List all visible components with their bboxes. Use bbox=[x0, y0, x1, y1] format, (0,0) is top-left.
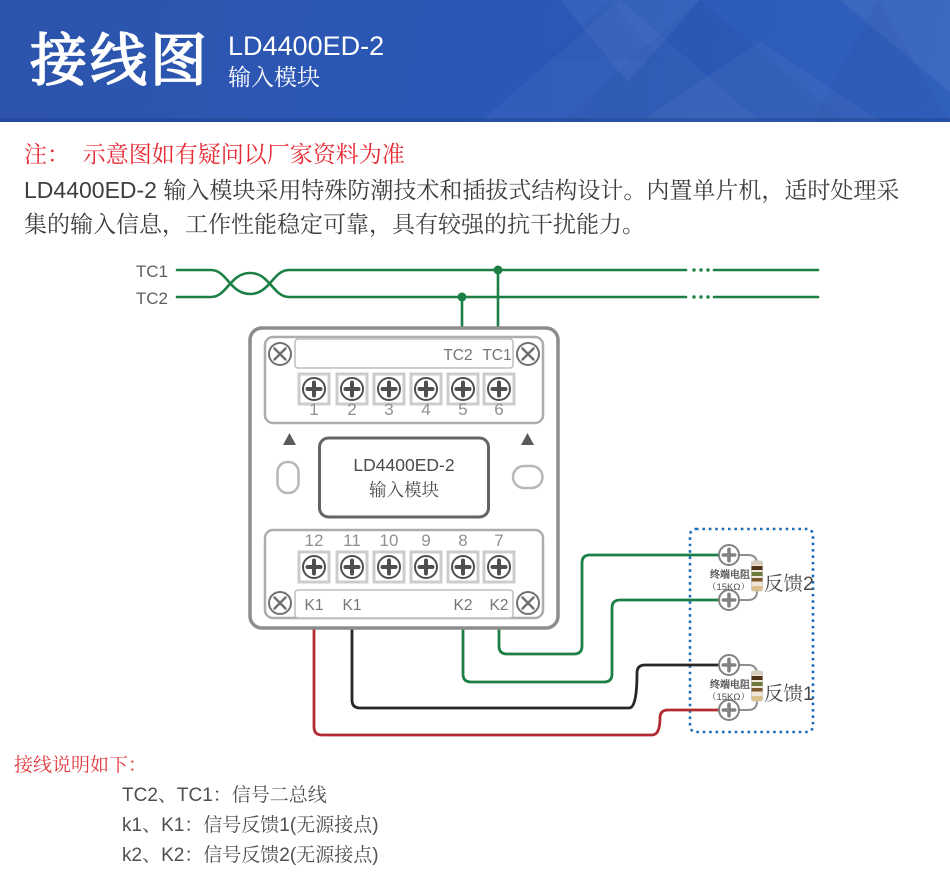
feedback2-resistor-icon bbox=[752, 561, 763, 591]
wiring-diagram bbox=[0, 248, 950, 750]
module-type: 输入模块 bbox=[228, 63, 320, 90]
banner-bottom-edge bbox=[0, 118, 950, 122]
corner-screw-icon bbox=[517, 592, 539, 614]
legend-title: 接线说明如下： bbox=[14, 755, 148, 776]
strip-label-k1a: K1 bbox=[304, 597, 324, 614]
header-subtitle bbox=[228, 30, 384, 91]
description-line-2: 集的输入信息，工作性能稳定可靠，具有较强的抗干扰能力。 bbox=[24, 211, 645, 237]
svg-text:11: 11 bbox=[343, 531, 361, 550]
bus-label-tc1: TC1 bbox=[135, 262, 168, 281]
module-slot-left bbox=[278, 462, 299, 493]
feedback2-name: 反馈2 bbox=[764, 573, 814, 595]
legend-items bbox=[122, 781, 379, 871]
wire-k1-terminal11 bbox=[352, 620, 719, 708]
wire-k1-terminal12 bbox=[314, 620, 719, 735]
feedback1-component bbox=[707, 655, 814, 720]
legend-item-k2: k2、K2：信号反馈2(无源接点) bbox=[122, 845, 379, 866]
header-banner bbox=[0, 0, 950, 122]
svg-text:3: 3 bbox=[384, 400, 394, 419]
feedback1-name: 反馈1 bbox=[764, 683, 814, 705]
feedback2-component bbox=[707, 545, 814, 610]
feedback1-screw-bottom-icon bbox=[719, 700, 739, 720]
feedback2-resistor-label1: 终端电阻 bbox=[710, 570, 750, 581]
module-name-line1: LD4400ED-2 bbox=[353, 455, 455, 475]
terminal-screw-12 bbox=[299, 552, 329, 582]
bus-junction-tc1 bbox=[494, 266, 503, 275]
svg-text:12: 12 bbox=[304, 531, 324, 550]
bus-continuation-dots bbox=[692, 268, 709, 298]
terminal-screw-7 bbox=[484, 552, 514, 582]
svg-text:8: 8 bbox=[458, 531, 468, 550]
feedback2-screw-bottom-icon bbox=[719, 590, 739, 610]
strip-label-k2a: K2 bbox=[453, 597, 473, 614]
module-top-strip bbox=[295, 339, 513, 368]
terminal-screw-9 bbox=[411, 552, 441, 582]
legend-item-bus: TC2、TC1：信号二总线 bbox=[122, 785, 327, 806]
product-description bbox=[24, 173, 934, 241]
module-slot-right bbox=[513, 466, 543, 488]
feedback2-screw-top-icon bbox=[719, 545, 739, 565]
input-module bbox=[250, 328, 558, 628]
strip-label-tc1: TC1 bbox=[482, 347, 512, 364]
strip-label-tc2: TC2 bbox=[443, 347, 473, 364]
corner-screw-icon bbox=[517, 343, 539, 365]
feedback1-resistor-label2: （15KΩ） bbox=[706, 692, 750, 703]
terminal-screw-8 bbox=[448, 552, 478, 582]
terminal-screw-10 bbox=[374, 552, 404, 582]
feedback2-resistor-label2: （15KΩ） bbox=[706, 582, 750, 593]
svg-text:2: 2 bbox=[347, 400, 357, 419]
svg-text:4: 4 bbox=[421, 400, 431, 419]
feedback1-resistor-label1: 终端电阻 bbox=[710, 680, 750, 691]
disclaimer-note: 注： 示意图如有疑问以厂家资料为准 bbox=[24, 141, 405, 167]
feedback1-resistor-icon bbox=[752, 671, 763, 701]
page-title: 接线图 bbox=[30, 28, 210, 93]
module-bottom-strip bbox=[295, 590, 513, 618]
model-number: LD4400ED-2 bbox=[228, 31, 385, 62]
svg-text:7: 7 bbox=[494, 531, 504, 550]
description-line-1: LD4400ED-2 输入模块采用特殊防潮技术和插拔式结构设计。内置单片机，适时处理采 bbox=[24, 177, 900, 203]
bus-label-tc2: TC2 bbox=[135, 289, 168, 308]
strip-label-k1b: K1 bbox=[342, 597, 362, 614]
legend-item-k1: k1、K1：信号反馈1(无源接点) bbox=[122, 815, 379, 836]
svg-text:5: 5 bbox=[458, 400, 468, 419]
svg-text:9: 9 bbox=[421, 531, 431, 550]
feedback1-screw-top-icon bbox=[719, 655, 739, 675]
svg-text:10: 10 bbox=[379, 531, 399, 550]
svg-text:1: 1 bbox=[309, 400, 319, 419]
svg-text:6: 6 bbox=[494, 400, 504, 419]
terminal-screw-11 bbox=[337, 552, 367, 582]
module-nameplate bbox=[320, 438, 489, 517]
strip-label-k2b: K2 bbox=[489, 597, 509, 614]
corner-screw-icon bbox=[269, 592, 291, 614]
bus-junction-tc2 bbox=[458, 293, 467, 302]
module-name-line2: 输入模块 bbox=[369, 480, 439, 500]
corner-screw-icon bbox=[269, 343, 291, 365]
